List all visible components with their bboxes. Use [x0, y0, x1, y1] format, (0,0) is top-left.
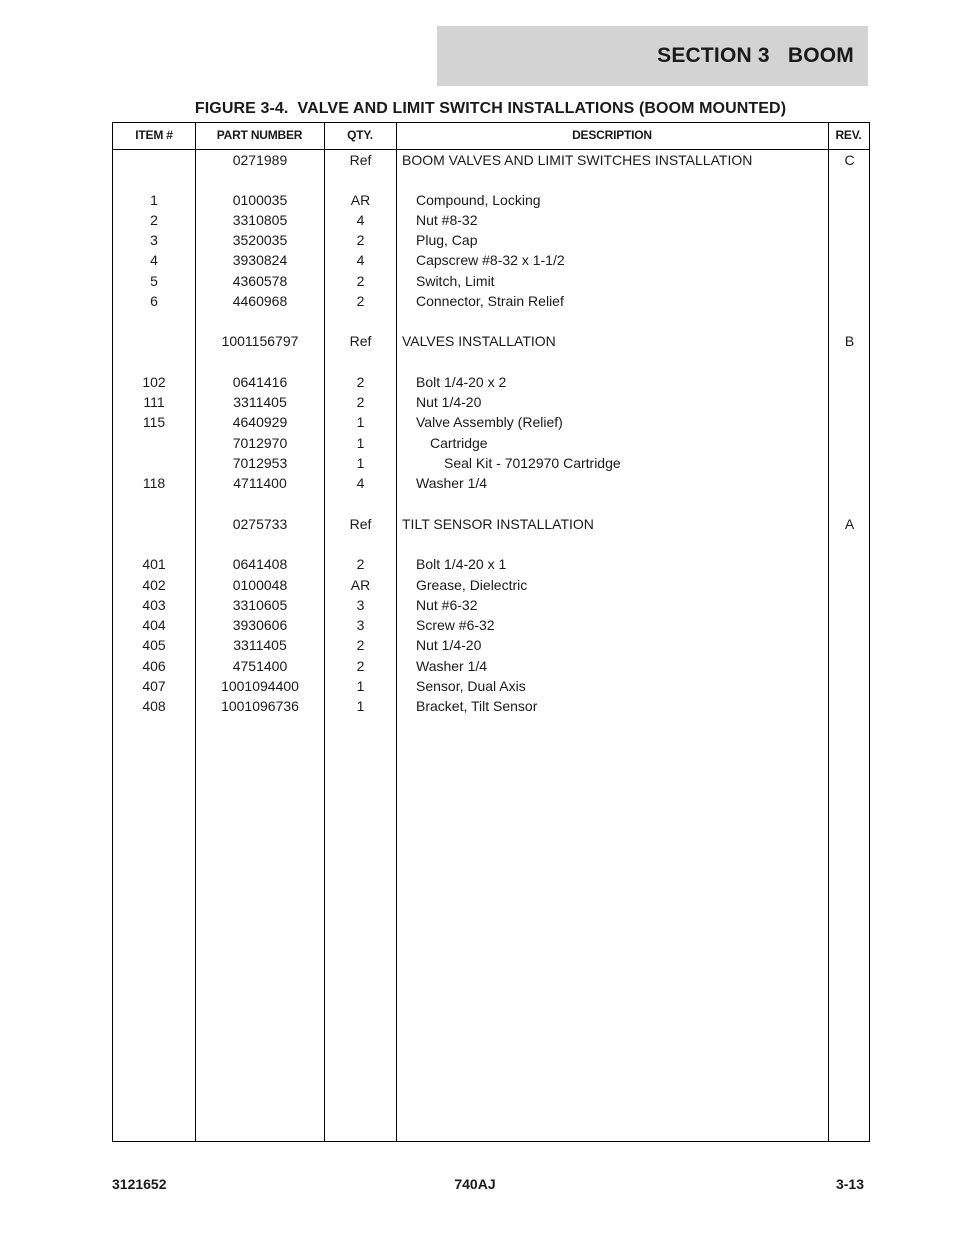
column-header-item: ITEM # [135, 128, 173, 142]
cell-rev [830, 696, 869, 716]
cell-item: 5 [150, 273, 158, 289]
cell-part: 3311405 [233, 637, 287, 653]
cell-item [113, 331, 195, 351]
cell-desc: Valve Assembly (Relief) [416, 414, 563, 430]
cell-desc: Bolt 1/4-20 x 1 [416, 556, 507, 572]
section-title: SECTION 3 BOOM [657, 44, 854, 67]
table-row [113, 554, 869, 574]
cell-desc: Nut 1/4-20 [416, 394, 482, 410]
cell-qty: 4 [356, 212, 365, 228]
cell-rev [830, 412, 869, 432]
cell-item: 102 [142, 374, 166, 390]
cell-rev [830, 190, 869, 210]
table-row [113, 372, 869, 392]
cell-qty: AR [350, 577, 371, 593]
cell-rev [830, 595, 869, 615]
parts-table [112, 122, 870, 1142]
cell-item [113, 150, 195, 170]
cell-item: 111 [143, 394, 165, 410]
cell-qty: Ref [349, 516, 372, 532]
cell-rev: A [844, 516, 855, 532]
cell-part: 4751400 [232, 658, 288, 674]
cell-part: 4460968 [232, 293, 288, 309]
cell-part: 0100048 [232, 577, 288, 593]
cell-desc: Compound, Locking [416, 192, 541, 208]
cell-desc: Connector, Strain Relief [416, 293, 564, 309]
cell-part: 4360578 [232, 273, 288, 289]
cell-qty: 4 [356, 252, 365, 268]
cell-desc: Plug, Cap [416, 232, 478, 248]
cell-desc: TILT SENSOR INSTALLATION [402, 516, 594, 532]
cell-desc: Washer 1/4 [416, 475, 488, 491]
table-row [113, 656, 869, 676]
table-row [113, 595, 869, 615]
cell-qty: 2 [356, 658, 365, 674]
cell-rev [830, 230, 869, 250]
cell-qty: 3 [356, 617, 365, 633]
cell-qty: 1 [356, 698, 365, 714]
cell-desc: BOOM VALVES AND LIMIT SWITCHES INSTALLATION [402, 152, 753, 168]
cell-item: 407 [142, 678, 166, 694]
cell-item: 1 [150, 192, 158, 208]
cell-rev [830, 615, 869, 635]
cell-qty: 2 [356, 273, 365, 289]
cell-item: 115 [142, 414, 166, 430]
section-header [437, 26, 868, 86]
cell-part: 3930606 [232, 617, 288, 633]
figure-title: FIGURE 3-4. VALVE AND LIMIT SWITCH INSTALLATIONS (BOOM MOUNTED) [194, 100, 787, 117]
cell-desc: Washer 1/4 [416, 658, 488, 674]
cell-item [113, 514, 195, 534]
footer-page-number: 3-13 [835, 1176, 864, 1192]
cell-item: 401 [142, 556, 166, 572]
table-row [113, 453, 869, 473]
cell-rev [830, 575, 869, 595]
cell-qty: 2 [356, 637, 365, 653]
table-row [113, 271, 869, 291]
cell-qty: 2 [356, 232, 365, 248]
cell-item: 404 [142, 617, 166, 633]
cell-item: 4 [150, 252, 158, 268]
cell-part: 4640929 [232, 414, 288, 430]
cell-qty: 1 [356, 435, 365, 451]
cell-qty: 3 [356, 597, 365, 613]
table-row [113, 291, 869, 311]
cell-item: 402 [142, 577, 166, 593]
column-header-part-number: PART NUMBER [216, 128, 303, 142]
cell-part: 3310605 [232, 597, 288, 613]
cell-desc: Switch, Limit [416, 273, 495, 289]
cell-part: 0641416 [232, 374, 288, 390]
cell-part: 4711400 [233, 475, 287, 491]
cell-qty: 4 [356, 475, 365, 491]
cell-part: 0275733 [232, 516, 288, 532]
cell-part: 0271989 [232, 152, 288, 168]
cell-item [113, 453, 195, 473]
cell-desc: Cartridge [430, 435, 488, 451]
cell-desc: Screw #6-32 [416, 617, 495, 633]
cell-part: 7012970 [232, 435, 288, 451]
cell-rev [830, 656, 869, 676]
cell-qty: 1 [356, 414, 365, 430]
table-row [113, 514, 869, 534]
cell-part: 3311405 [233, 394, 287, 410]
table-row [113, 635, 869, 655]
cell-rev [830, 250, 869, 270]
cell-rev [830, 372, 869, 392]
cell-item: 408 [142, 698, 166, 714]
cell-desc: Nut #6-32 [416, 597, 478, 613]
footer-document-number: 3121652 [112, 1176, 167, 1192]
cell-part: 1001096736 [221, 698, 299, 714]
cell-item [113, 433, 195, 453]
cell-rev [830, 291, 869, 311]
cell-rev: C [844, 152, 855, 168]
column-header-description: DESCRIPTION [572, 128, 652, 142]
cell-part: 3520035 [232, 232, 288, 248]
cell-item: 406 [142, 658, 166, 674]
cell-rev [830, 635, 869, 655]
cell-qty: 2 [356, 556, 365, 572]
table-row [113, 150, 869, 170]
table-row [113, 696, 869, 716]
cell-desc: Capscrew #8-32 x 1-1/2 [416, 252, 565, 268]
cell-qty: 2 [356, 374, 365, 390]
table-row [113, 392, 869, 412]
cell-item: 3 [150, 232, 158, 248]
cell-item: 118 [142, 475, 166, 491]
cell-rev [830, 554, 869, 574]
cell-part: 3930824 [232, 252, 288, 268]
cell-item: 6 [150, 293, 158, 309]
column-header-qty: QTY. [347, 128, 373, 142]
cell-desc: VALVES INSTALLATION [402, 333, 556, 349]
cell-item: 2 [150, 212, 158, 228]
table-row [113, 331, 869, 351]
cell-desc: Bolt 1/4-20 x 2 [416, 374, 507, 390]
table-row [113, 615, 869, 635]
table-row [113, 433, 869, 453]
footer-model: 740AJ [454, 1176, 496, 1192]
cell-qty: 1 [356, 455, 365, 471]
table-row [113, 210, 869, 230]
cell-part: 0641408 [232, 556, 288, 572]
cell-desc: Nut #8-32 [416, 212, 478, 228]
cell-part: 1001094400 [221, 678, 299, 694]
cell-rev: B [844, 333, 855, 349]
cell-rev [830, 271, 869, 291]
table-row [113, 250, 869, 270]
cell-part: 3310805 [232, 212, 288, 228]
table-row [113, 230, 869, 250]
cell-part: 0100035 [232, 192, 288, 208]
cell-item: 405 [142, 637, 166, 653]
cell-rev [830, 210, 869, 230]
cell-rev [830, 433, 869, 453]
cell-desc: Grease, Dielectric [416, 577, 528, 593]
cell-desc: Seal Kit - 7012970 Cartridge [444, 455, 621, 471]
table-row [113, 575, 869, 595]
cell-desc: Sensor, Dual Axis [416, 678, 526, 694]
table-row [113, 190, 869, 210]
table-row [113, 473, 869, 493]
cell-desc: Bracket, Tilt Sensor [416, 698, 538, 714]
cell-rev [830, 453, 869, 473]
cell-qty: 2 [356, 394, 365, 410]
column-header-rev: REV. [835, 128, 862, 142]
cell-rev [830, 392, 869, 412]
cell-qty: AR [350, 192, 371, 208]
cell-qty: Ref [349, 333, 372, 349]
table-row [113, 412, 869, 432]
cell-part: 1001156797 [221, 333, 299, 349]
cell-item: 403 [142, 597, 166, 613]
cell-qty: Ref [349, 152, 372, 168]
table-row [113, 676, 869, 696]
cell-rev [830, 676, 869, 696]
cell-qty: 2 [356, 293, 365, 309]
cell-desc: Nut 1/4-20 [416, 637, 482, 653]
cell-part: 7012953 [232, 455, 288, 471]
cell-qty: 1 [356, 678, 365, 694]
cell-rev [830, 473, 869, 493]
